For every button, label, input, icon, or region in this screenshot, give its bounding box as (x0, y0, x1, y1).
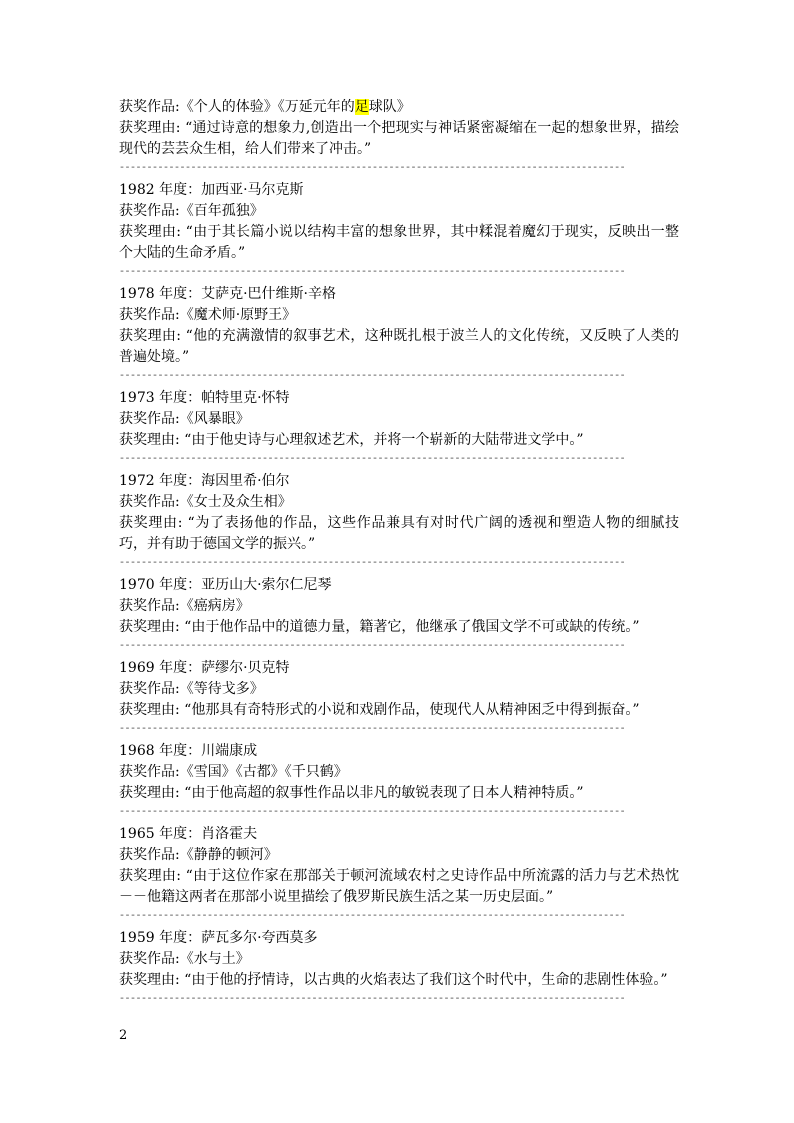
separator-line: -------------------------------------------------------------------------------------------- (119, 455, 626, 465)
works-line: 获奖作品:《女士及众生相》 (119, 494, 292, 510)
separator-line: -------------------------------------------------------------------------------------------- (119, 725, 626, 735)
award-entry (119, 471, 679, 569)
separator-line: -------------------------------------------------------------------------------------------- (119, 268, 626, 278)
separator-line: -------------------------------------------------------------------------------------------- (119, 995, 626, 1005)
reason-text: 获奖理由: “他那具有奇特形式的小说和戏剧作品，使现代人从精神困乏中得到振奋。” (119, 702, 640, 718)
award-entry (119, 284, 679, 382)
year-author-line: 1968 年度：川端康成 (119, 743, 258, 759)
separator-line: -------------------------------------------------------------------------------------------- (119, 559, 626, 569)
reason-text: 获奖理由: “由于其长篇小说以结构丰富的想象世界，其中糅混着魔幻于现实，反映出一整个大陆的生命矛盾。” (119, 224, 679, 261)
year-author-line: 1982 年度：加西亚·马尔克斯 (119, 182, 304, 198)
separator-line: -------------------------------------------------------------------------------------------- (119, 642, 626, 652)
year-author-line: 1978 年度：艾萨克·巴什维斯·辛格 (119, 286, 336, 302)
reason-text: 获奖理由: “通过诗意的想象力,创造出一个把现实与神话紧密凝缩在一起的想象世界，描绘现代的芸芸众生相，给人们带来了冲击。” (119, 120, 679, 157)
works-line: 获奖作品:《等待戈多》 (119, 681, 264, 697)
award-entry (119, 824, 679, 922)
reason-text: 获奖理由: “为了表扬他的作品，这些作品兼具有对时代广阔的透视和塑造人物的细腻技巧，并有助于德国文学的振兴。” (119, 515, 679, 552)
works-line: 获奖作品:《静静的顿河》 (119, 847, 278, 863)
works-text: 获奖作品:《个人的体验》《万延元年的 (119, 99, 355, 115)
reason-text: 获奖理由: “由于这位作家在那部关于顿河流域农村之史诗作品中所流露的活力与艺术热忱－－他籍这两者在那部小说里描绘了俄罗斯民族生活之某一历史层面。” (119, 868, 679, 905)
works-line: 获奖作品:《癌病房》 (119, 598, 250, 614)
award-entry (119, 575, 679, 652)
award-entry (119, 180, 679, 278)
award-entry (119, 388, 679, 465)
separator-line: -------------------------------------------------------------------------------------------- (119, 808, 626, 818)
reason-text: 获奖理由: “由于他作品中的道德力量，籍著它，他继承了俄国文学不可或缺的传统。” (119, 619, 640, 635)
reason-text: 获奖理由: “由于他史诗与心理叙述艺术，并将一个崭新的大陆带进文学中。” (119, 432, 584, 448)
highlighted-character: 足 (354, 99, 369, 115)
award-entry-list (119, 180, 679, 1005)
award-entry-1994 (119, 97, 679, 174)
works-line: 获奖作品:《雪国》《古都》《千只鹤》 (119, 764, 348, 780)
document-body (119, 97, 679, 1011)
reason-text: 获奖理由: “他的充满激情的叙事艺术，这种既扎根于波兰人的文化传统，又反映了人类的普遍处境。” (119, 328, 679, 365)
award-entry (119, 741, 679, 818)
reason-text: 获奖理由: “由于他的抒情诗，以古典的火焰表达了我们这个时代中，生命的悲剧性体验。” (119, 972, 668, 988)
year-author-line: 1965 年度：肖洛霍夫 (119, 826, 258, 842)
award-entry (119, 928, 679, 1005)
separator-line: -------------------------------------------------------------------------------------------- (119, 912, 626, 922)
page-number: 2 (119, 1028, 128, 1043)
works-line: 获奖作品:《水与土》 (119, 951, 250, 967)
year-author-line: 1959 年度：萨瓦多尔·夸西莫多 (119, 930, 318, 946)
award-entry (119, 658, 679, 735)
separator-line: -------------------------------------------------------------------------------------------- (119, 372, 626, 382)
year-author-line: 1972 年度：海因里希·伯尔 (119, 473, 290, 489)
reason-text: 获奖理由: “由于他高超的叙事性作品以非凡的敏锐表现了日本人精神特质。” (119, 785, 584, 801)
year-author-line: 1973 年度：帕特里克·怀特 (119, 390, 290, 406)
year-author-line: 1970 年度：亚历山大·索尔仁尼琴 (119, 577, 332, 593)
works-line: 获奖作品:《百年孤独》 (119, 203, 264, 219)
works-line: 获奖作品:《风暴眼》 (119, 411, 250, 427)
separator-line: -------------------------------------------------------------------------------------------- (119, 164, 626, 174)
works-text-end: 球队》 (368, 99, 411, 115)
works-line: 获奖作品:《魔术师·原野王》 (119, 307, 297, 323)
works-line (119, 97, 679, 118)
year-author-line: 1969 年度：萨缪尔·贝克特 (119, 660, 290, 676)
